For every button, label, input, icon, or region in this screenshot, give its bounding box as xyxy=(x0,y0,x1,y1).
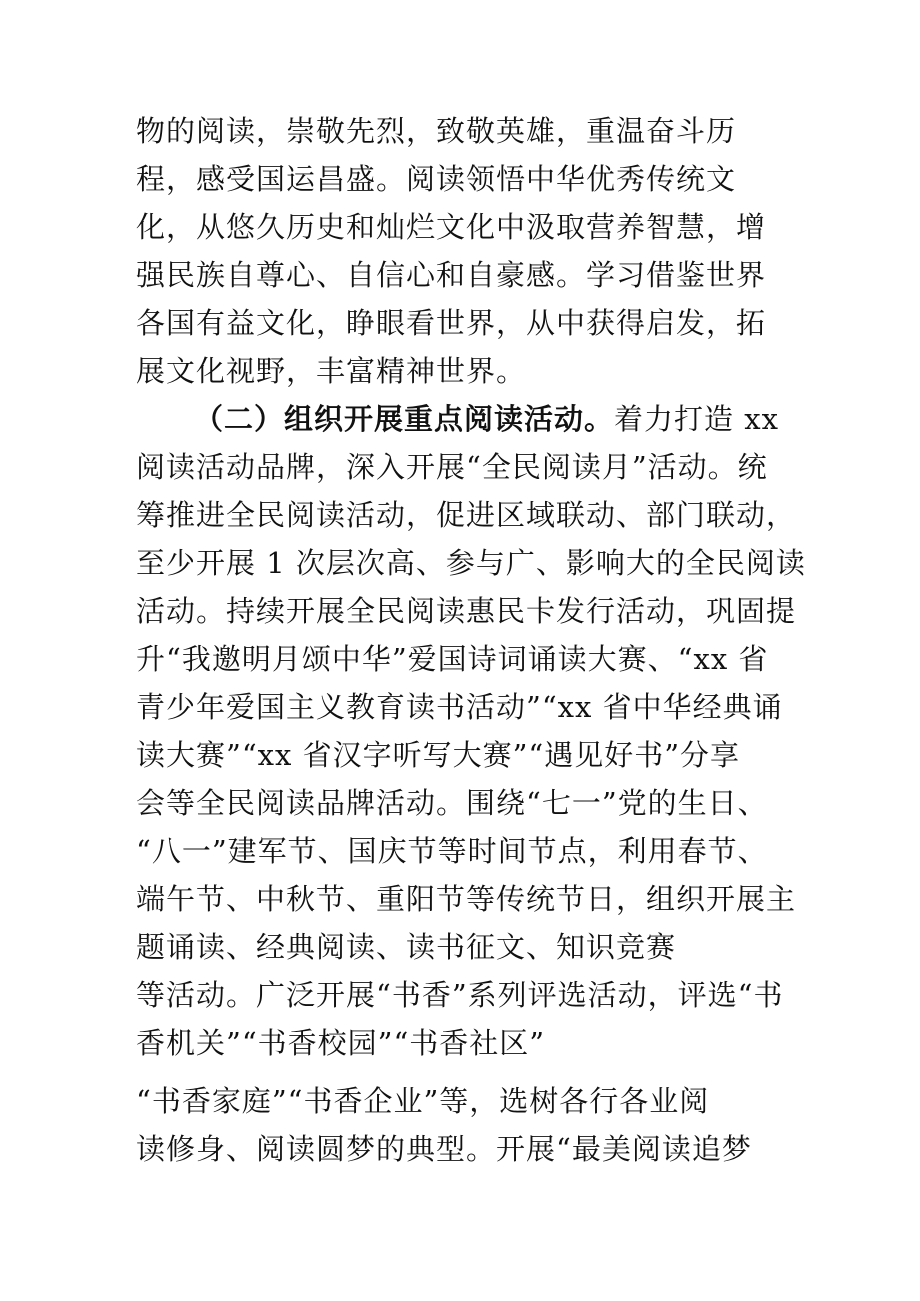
paragraph-line: 等活动。广泛开展“书香”系列评选活动，评选“书 xyxy=(136,978,784,1012)
paragraph-line: 读修身、阅读圆梦的典型。开展“最美阅读追梦 xyxy=(136,1132,752,1166)
paragraph-line: 活动。持续开展全民阅读惠民卡发行活动，巩固提 xyxy=(136,594,797,628)
paragraph-line: 程，感受国运昌盛。阅读领悟中华优秀传统文 xyxy=(136,162,737,196)
paragraph-line: 至少开展 1 次层次高、参与广、影响大的全民阅读 xyxy=(136,546,806,580)
paragraph-line: 会等全民阅读品牌活动。围绕“七一”党的生日、 xyxy=(136,786,768,820)
section-first-line xyxy=(194,400,779,438)
paragraph-line: 物的阅读，崇敬先烈，致敬英雄，重温奋斗历 xyxy=(136,114,737,148)
paragraph-line: 阅读活动品牌，深入开展“全民阅读月”活动。统 xyxy=(136,450,768,484)
paragraph-line: “八一”建军节、国庆节等时间节点，利用春节、 xyxy=(136,834,768,868)
section-heading: （二）组织开展重点阅读活动。 xyxy=(194,402,615,436)
paragraph-line: 强民族自尊心、自信心和自豪感。学习借鉴世界 xyxy=(136,258,767,292)
section-first-line-text: 着力打造 xx xyxy=(614,402,779,436)
paragraph-line: 端午节、中秋节、重阳节等传统节日，组织开展主 xyxy=(136,882,797,916)
paragraph-line: 化，从悠久历史和灿烂文化中汲取营养智慧，增 xyxy=(136,210,767,244)
paragraph-line: 展文化视野，丰富精神世界。 xyxy=(136,354,527,388)
paragraph-line: 题诵读、经典阅读、读书征文、知识竞赛 xyxy=(136,930,677,964)
paragraph-line: 青少年爱国主义教育读书活动”“xx 省中华经典诵 xyxy=(136,690,783,724)
paragraph-line: “书香家庭”“书香企业”等，选树各行各业阅 xyxy=(136,1084,710,1118)
paragraph-line: 升“我邀明月颂中华”爱国诗词诵读大赛、“xx 省 xyxy=(136,642,769,676)
paragraph-line: 各国有益文化，睁眼看世界，从中获得启发，拓 xyxy=(136,306,767,340)
paragraph-line: 读大赛”“xx 省汉字听写大赛”“遇见好书”分享 xyxy=(136,738,741,772)
paragraph-line: 筹推进全民阅读活动，促进区域联动、部门联动， xyxy=(136,498,797,532)
paragraph-line: 香机关”“书香校园”“书香社区” xyxy=(136,1026,546,1060)
